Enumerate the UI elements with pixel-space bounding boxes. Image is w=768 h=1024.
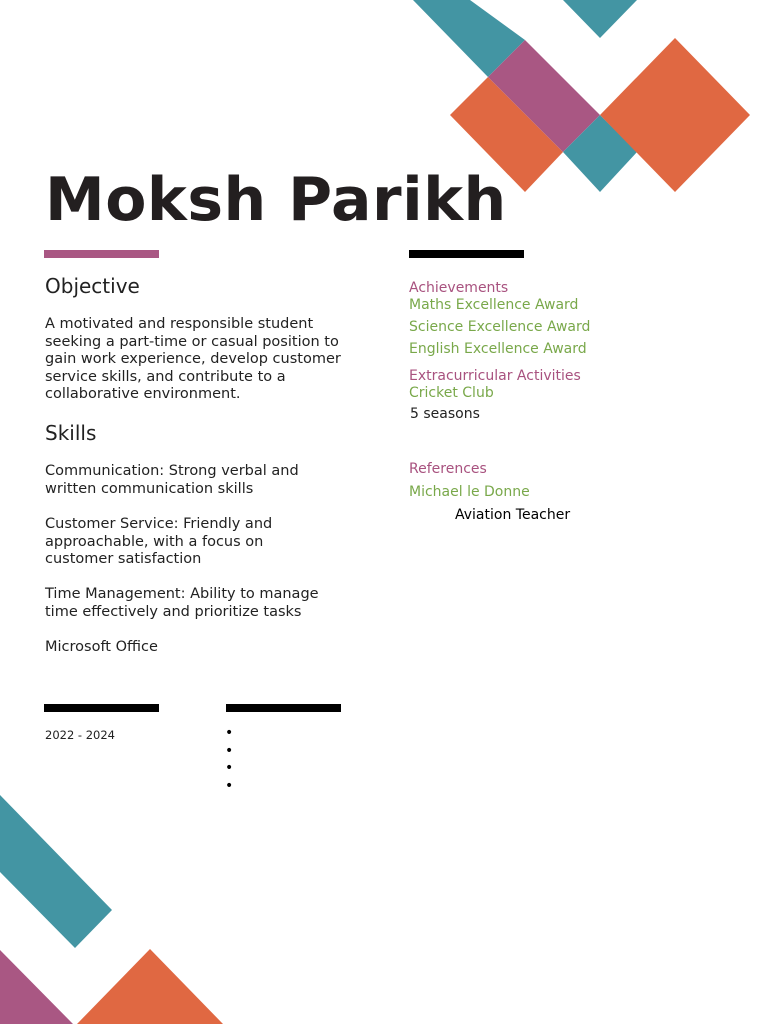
right-column-rule [409,250,524,258]
reference-name: Michael le Donne [409,484,530,500]
bullet-item: • [225,777,234,794]
bottom-teal-bar [0,795,112,948]
bottom-magenta-triangle [0,950,73,1024]
achievement-item: English Excellence Award [409,341,587,357]
extracurricular-heading: Extracurricular Activities [409,368,581,384]
references-heading: References [409,461,487,477]
skill-item: Time Management: Ability to manage time effectively and prioritize tasks [45,586,319,620]
bullet-item: • [225,760,234,776]
achievements-heading: Achievements [409,280,509,296]
reference-role: Aviation Teacher [455,507,571,523]
achievement-item: Science Excellence Award [409,319,591,335]
top-orange-diamond-right [600,38,750,192]
skill-item: Communication: Strong verbal and written communication skills [45,463,299,497]
extracurricular-activity: Cricket Club [409,385,494,401]
bottom-orange-triangle [77,949,223,1024]
bullet-item: • [225,725,234,741]
top-teal-corner [563,0,637,38]
skill-item: Microsoft Office [45,639,158,655]
education-bullet-list [225,725,233,795]
resume-name: Moksh Parikh [45,165,507,235]
bullet-item: • [225,742,234,759]
objective-text: A motivated and responsible student seeking a part-time or casual position to gain work experience, develop customer service skills, and contribute to a collaborative environment. [45,316,341,402]
education-rule-right [226,704,341,712]
achievement-item: Maths Excellence Award [409,297,579,313]
objective-heading: Objective [45,274,140,298]
objective-accent-rule [44,250,159,258]
skills-heading: Skills [45,421,97,445]
education-dates: 2022 - 2024 [45,728,115,742]
skill-item: Customer Service: Friendly and approachable, with a focus on customer satisfaction [45,516,273,567]
extracurricular-duration: 5 seasons [410,406,480,422]
education-rule-left [44,704,159,712]
